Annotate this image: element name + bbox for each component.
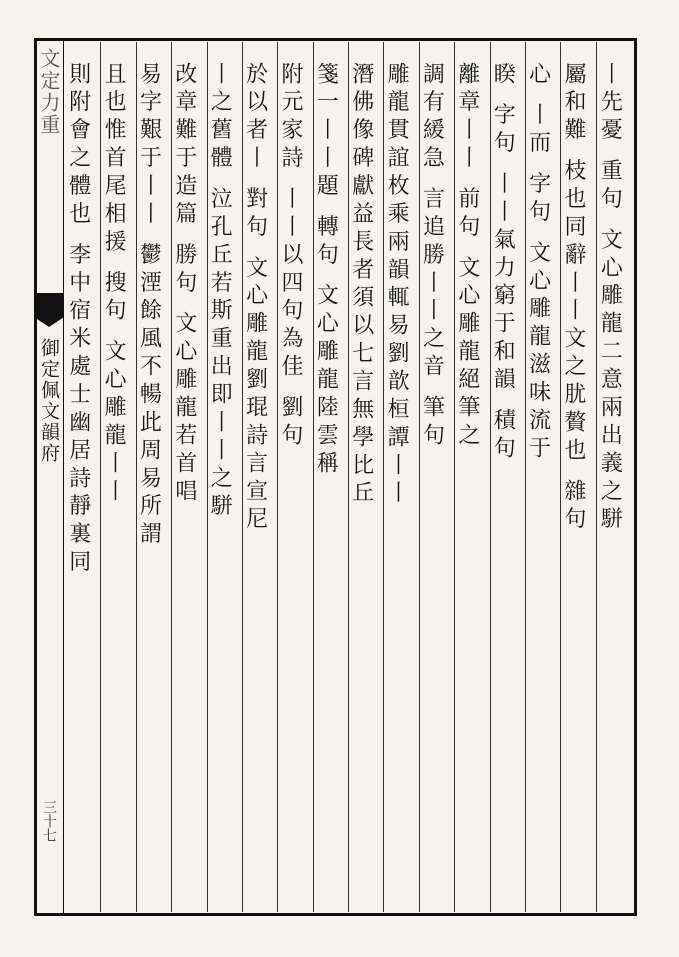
column-1	[597, 42, 632, 912]
column-text: 離章丨丨 前句 文心雕龍絕筆之	[454, 62, 480, 452]
column-text: 於以者丨 對句 文心雕龍劉琨詩言宣尼	[242, 62, 268, 535]
column-text: 調有緩急 言追勝丨丨之音 筆句	[419, 62, 445, 452]
column-text: 睽 字句 丨丨氣力窮于和韻 積句	[490, 62, 516, 464]
column-14	[137, 42, 172, 912]
column-15	[101, 42, 136, 912]
column-3	[526, 42, 561, 912]
margin-top-text: 文定力重	[37, 48, 61, 136]
column-text: 箋一丨丨題 轉句 文心雕龍陸雲稱	[313, 62, 339, 479]
column-text: 丨之舊體 泣孔丘若斯重出即丨丨之駢	[207, 62, 233, 522]
column-6	[420, 42, 455, 912]
column-text: 則附會之體也 李中宿米處士幽居詩靜裏同	[65, 62, 91, 578]
column-text: 改章難于造篇 勝句 文心雕龍若首唱	[171, 62, 197, 507]
column-text: 屬和難 枝也同辭丨丨文之肬贅也 雜句	[560, 62, 586, 535]
column-text: 易字艱于丨丨 鬱湮餘風不暢此周易所謂	[136, 62, 162, 550]
column-text: 雕龍貫誼枚乘兩韻輒易劉歆桓譚丨丨	[384, 62, 410, 509]
text-columns	[66, 42, 632, 912]
column-8	[349, 42, 384, 912]
column-16	[66, 42, 101, 912]
column-12	[208, 42, 243, 912]
column-text: 丨先憂 重句 文心雕龍二意兩出義之駢	[597, 62, 623, 535]
column-7	[384, 42, 419, 912]
column-text: 心 丨而 字句 文心雕龍滋味流于	[525, 62, 551, 464]
column-text: 附元家詩 丨丨以四句為佳 劉句	[277, 62, 303, 452]
column-11	[243, 42, 278, 912]
column-10	[278, 42, 313, 912]
column-9	[314, 42, 349, 912]
book-title: 御定佩文韻府	[38, 338, 60, 464]
column-text: 潛佛像碑獻益長者須以七言無學比丘	[348, 62, 374, 509]
column-5	[455, 42, 490, 912]
column-4	[491, 42, 526, 912]
column-13	[172, 42, 207, 912]
page-number: 三十七	[41, 800, 57, 842]
column-2	[561, 42, 596, 912]
column-text: 且也惟首尾相援 搜句 文心雕龍丨丨	[101, 62, 127, 507]
